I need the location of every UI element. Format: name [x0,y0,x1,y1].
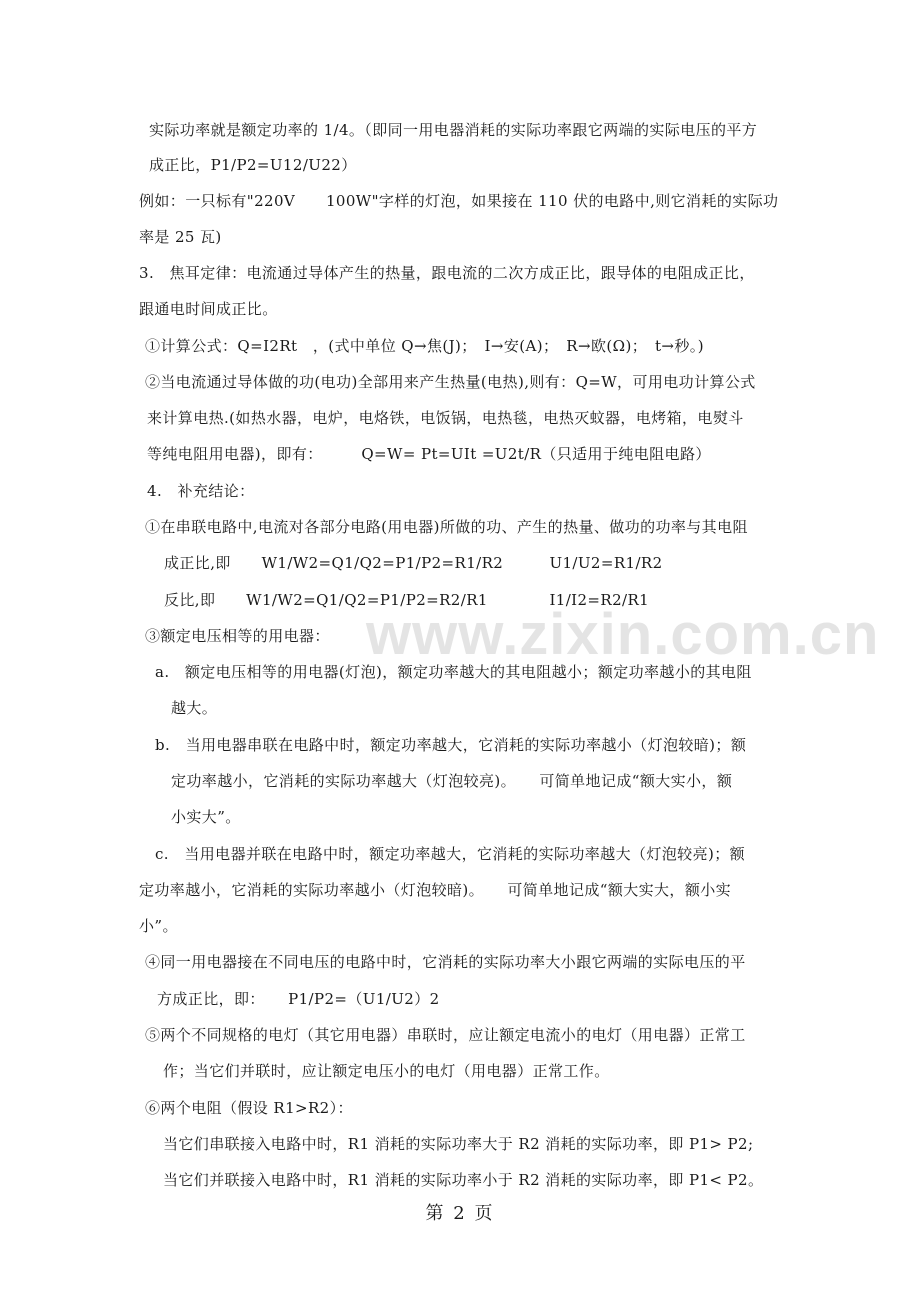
text-line: 4. 补充结论： [147,482,255,500]
text-line: ⑤两个不同规格的电灯（其它用电器）串联时，应让额定电流小的电灯（用电器）正常工 [145,1026,746,1044]
text-line: 方成正比，即： P1/P2=（U1/U2）2 [157,990,440,1008]
text-line: ①计算公式：Q=I2Rt ，(式中单位 Q→焦(J)； I→安(A)； R→欧(Ω)； t→秒。) [145,337,704,355]
text-line: 小”。 [139,917,178,935]
text-line: 定功率越小，它消耗的实际功率越小（灯泡较暗)。 可简单地记成“额大实大，额小实 [139,881,732,899]
text-line: ⑥两个电阻（假设 R1>R2）： [145,1099,353,1117]
text-line: 率是 25 瓦) [139,228,222,246]
text-line: 成正比，P1/P2=U12/U22） [149,156,357,174]
text-line: ④同一用电器接在不同电压的电路中时，它消耗的实际功率大小跟它两端的实际电压的平 [145,953,746,971]
text-line: ①在串联电路中,电流对各部分电路(用电器)所做的功、产生的热量、做功的功率与其电阻 [145,518,748,536]
text-line: a. 额定电压相等的用电器(灯泡)，额定功率越大的其电阻越小；额定功率越小的其电阻 [155,663,752,681]
text-line: 反比,即 W1/W2=Q1/Q2=P1/P2=R2/R1 I1/I2=R2/R1 [164,591,650,609]
text-line: c. 当用电器并联在电路中时，额定功率越大，它消耗的实际功率越大（灯泡较亮)；额 [155,845,746,863]
text-line: 来计算电热.(如热水器，电炉，电烙铁，电饭锅，电热毯，电热灭蚊器，电烤箱，电熨斗 [147,409,744,427]
text-line: 成正比,即 W1/W2=Q1/Q2=P1/P2=R1/R2 U1/U2=R1/R2 [164,554,663,572]
text-line: 跟通电时间成正比。 [139,300,278,318]
text-line: 例如：一只标有"220V 100W"字样的灯泡，如果接在 110 伏的电路中,则它消耗的实际功 [139,192,779,210]
text-line: 3. 焦耳定律：电流通过导体产生的热量，跟电流的二次方成正比，跟导体的电阻成正比， [139,264,755,282]
text-line: 小实大”。 [171,808,241,826]
text-line: 当它们并联接入电路中时，R1 消耗的实际功率小于 R2 消耗的实际功率，即 P1< P2。 [163,1171,764,1189]
page-number: 第 2 页 [425,1203,495,1224]
text-line: 当它们串联接入电路中时，R1 消耗的实际功率大于 R2 消耗的实际功率，即 P1> P2; [163,1135,754,1153]
watermark: www.zixin.com.cn [366,602,880,667]
text-line: ②当电流通过导体做的功(电功)全部用来产生热量(电热),则有：Q=W，可用电功计算公式 [145,373,756,391]
text-line: b. 当用电器串联在电路中时，额定功率越大，它消耗的实际功率越小（灯泡较暗)；额 [155,736,747,754]
text-line: 作；当它们并联时，应让额定电压小的电灯（用电器）正常工作。 [163,1062,610,1080]
text-line: 越大。 [171,699,218,717]
text-line: 等纯电阻用电器)，即有： Q=W= Pt=UIt =U2t/R（只适用于纯电阻电路） [147,445,711,463]
text-line: 实际功率就是额定功率的 1/4。（即同一用电器消耗的实际功率跟它两端的实际电压的平方 [149,121,758,139]
text-line: 定功率越小，它消耗的实际功率越大（灯泡较亮)。 可简单地记成“额大实小，额 [171,772,733,790]
text-line: ③额定电压相等的用电器： [145,627,330,645]
